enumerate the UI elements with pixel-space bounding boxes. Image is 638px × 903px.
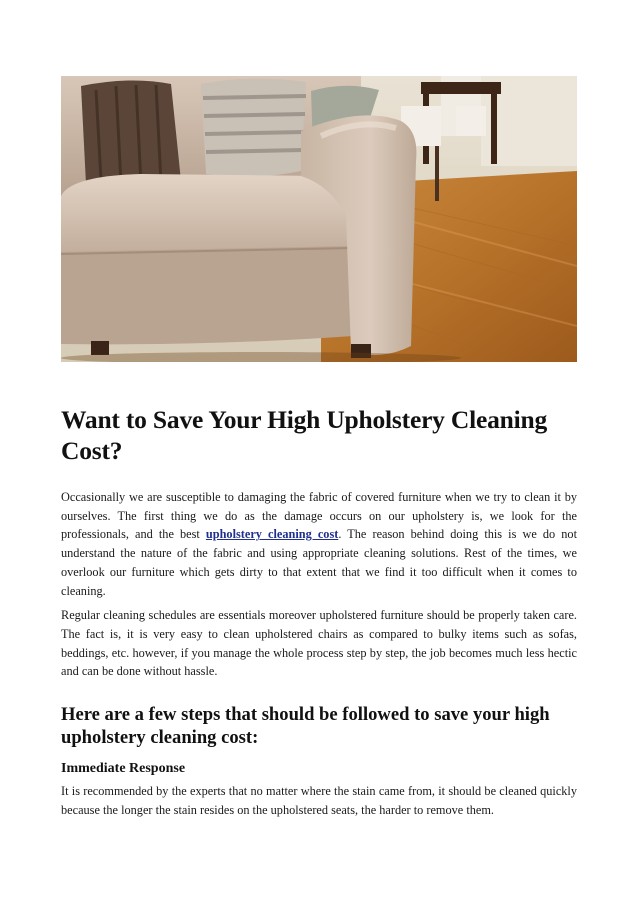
document-page xyxy=(61,76,577,819)
steps-heading: Here are a few steps that should be followed to save your high upholstery cleaning cost: xyxy=(61,704,550,749)
upholstery-cleaning-cost-link[interactable]: upholstery cleaning cost xyxy=(205,527,339,542)
intro-text-before: Occasionally we are susceptible to damaging the fabric of covered furniture when we try to clean it by ourselves. The first thing we do as the damage occurs on our upholstery is, we look for the professionals, and the best xyxy=(61,490,577,542)
intro-paragraph xyxy=(61,488,577,600)
body-paragraph: Regular cleaning schedules are essentials moreover upholstered furniture should be properly taken care. The fact is, it is very easy to clean upholstered chairs as compared to bulky items such as sofas, beddings, etc. however, if you manage the whole process step by step, the job becomes much less hectic and can be done without hassle. xyxy=(61,608,577,679)
step-body: It is recommended by the experts that no matter where the stain came from, it should be cleaned quickly because the longer the stain resides on the upholstered seats, the harder to remove them. xyxy=(61,784,577,817)
sofa-photo xyxy=(61,76,577,362)
intro-text-after: . The reason behind doing this is we do not understand the nature of the fabric and using appropriate cleaning solutions. Rest of the times, we overlook our furniture which gets dirty to that extent that we find it too difficult when it comes to cleaning. xyxy=(61,527,577,598)
page-title: Want to Save Your High Upholstery Cleaning Cost? xyxy=(61,405,548,465)
step-heading: Immediate Response xyxy=(61,761,186,777)
